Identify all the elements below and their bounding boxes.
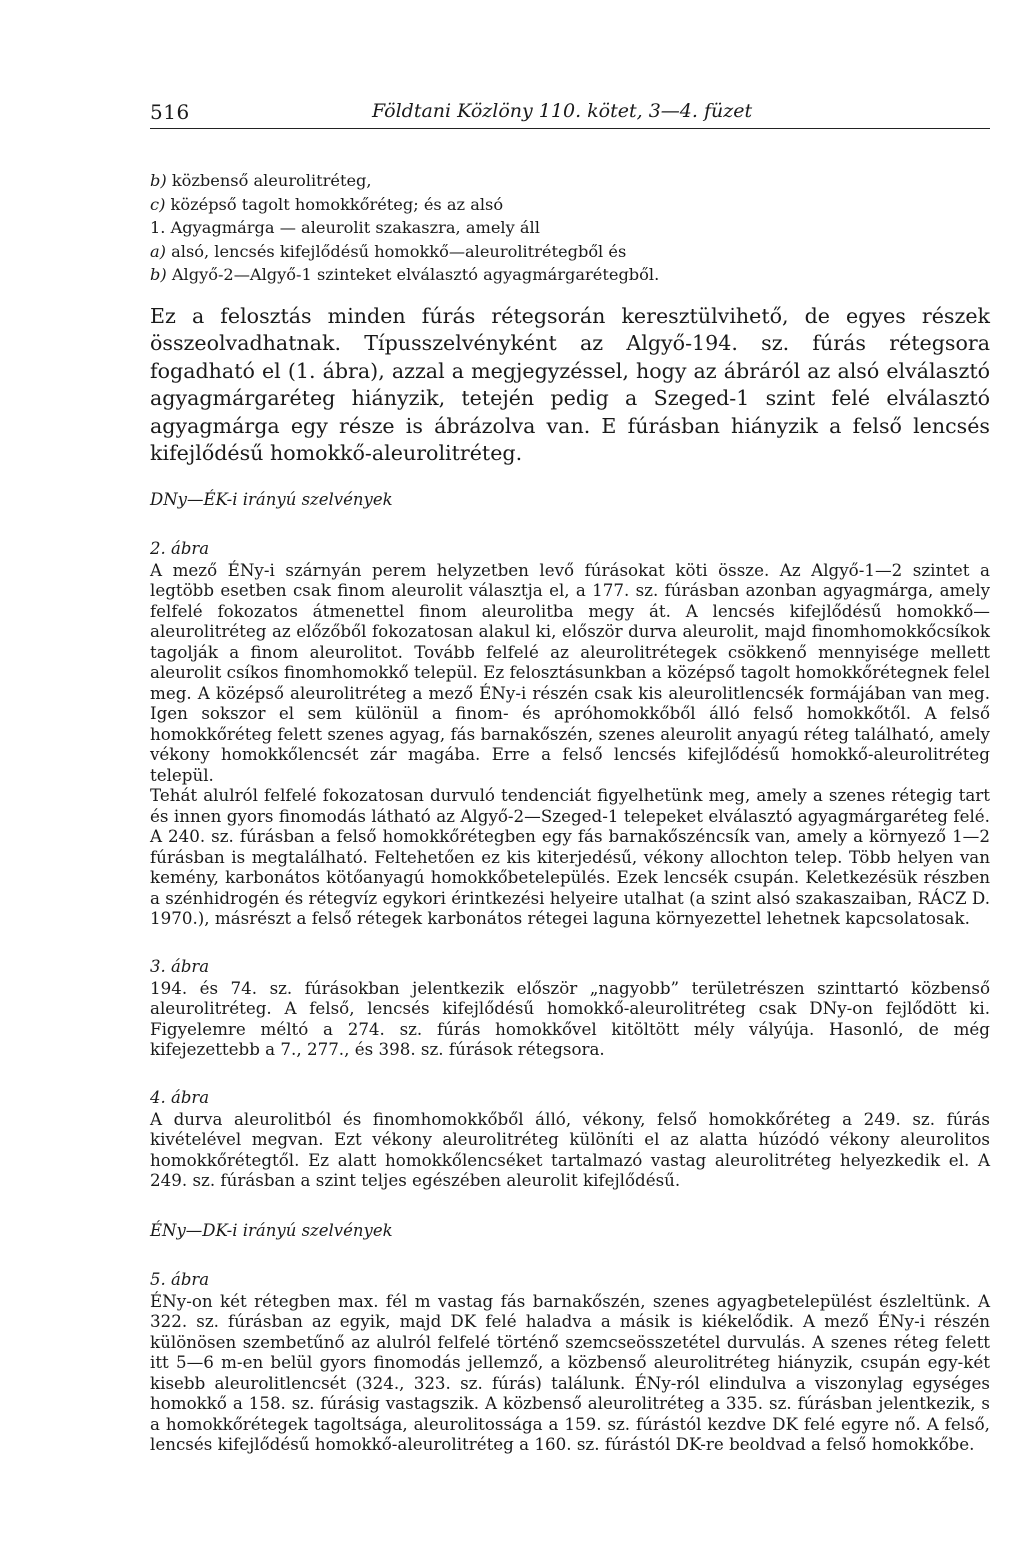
figure-label: 3. ábra bbox=[150, 956, 210, 976]
figure-4-block bbox=[150, 1086, 990, 1191]
running-title: Földtani Közlöny 110. kötet, 3—4. füzet bbox=[372, 100, 753, 122]
list-text: 1. Agyagmárga — aleurolit szakaszra, amely áll bbox=[150, 218, 540, 238]
list-item bbox=[150, 216, 990, 240]
list-text: alsó, lencsés kifejlődésű homokkő—aleurolitrétegből és bbox=[165, 241, 627, 261]
list-text: középső tagolt homokkőréteg; és az alsó bbox=[165, 194, 504, 214]
list-item bbox=[150, 193, 990, 217]
section-title-dny-ek: DNy—ÉK-i irányú szelvények bbox=[150, 489, 393, 509]
figure-3-block bbox=[150, 955, 990, 1060]
page-header bbox=[150, 98, 990, 129]
page-number: 516 bbox=[150, 100, 190, 124]
body-paragraph: A mező ÉNy-i szárnyán perem helyzetben levő fúrásokat köti össze. Az Algyő-1—2 szintet a legtöbb esetben csak finom aleurolit választja el, a 177. sz. fúrásban azonban agyagmárga, amely felfelé fokozatos átmenettel finom aleurolitba megy át. A lencsés kifejlődésű homokkő—aleurolitréteg az előzőből fokozatosan alakul ki, először durva aleurolit, majd finomhomokkőcsíkok tagolják a finom aleurolitot. Tovább felfelé az aleurolitrétegek csökkenő mennyisége mellett aleurolit csíkos finomhomokkő települ. Ez felosztásunkban a középső tagolt homokkőrétegnek felel meg. A középső aleurolitréteg a mező ÉNy-i részén csak kis aleurolitlencsék formájában van meg. Igen sokszor el sem különül a finom- és apróhomokkőből álló felső homokkőtől. A felső homokkőréteg felett szenes agyag, fás barnakőszén, szenes aleurolit anyagú réteg található, amely vékony homokkőlencsét zár magába. Erre a felső lencsés kifejlődésű homokkő-aleurolitréteg települ. bbox=[150, 559, 990, 785]
list-text: Algyő-2—Algyő-1 szinteket elválasztó agyagmárgarétegből. bbox=[166, 265, 660, 285]
list-item bbox=[150, 169, 990, 193]
list-marker: a) bbox=[150, 241, 166, 261]
subdivision-list bbox=[150, 169, 990, 287]
lead-paragraph: Ez a felosztás minden fúrás rétegsorán keresztülvihető, de egyes részek összeolvadhatnak. Típusszelvényként az Algyő-194. sz. fúrás rétegsora fogadható el (1. ábra), azzal a megjegyzéssel, hogy az ábráról az alsó elválasztó agyagmárgaréteg hiányzik, tetején pedig a Szeged-1 szint felé elválasztó agyagmárga egy része is ábrázolva van. E fúrásban hiányzik a felső lencsés kifejlődésű homokkő-aleurolitréteg. bbox=[150, 303, 990, 466]
figure-2-block bbox=[150, 537, 990, 929]
figure-label: 2. ábra bbox=[150, 538, 210, 558]
figure-5-block bbox=[150, 1268, 990, 1455]
body-paragraph: A durva aleurolitból és finomhomokkőből álló, vékony, felső homokkőréteg a 249. sz. fúrás kivételével megvan. Ezt vékony aleurolitréteg különíti el az alatta húzódó vékony aleurolitos homokkőrétegtől. Ez alatt homokkőlencséket tartalmazó vastag aleurolitréteg helyezkedik el. A 249. sz. fúrásban a szint teljes egészében aleurolit kifejlődésű. bbox=[150, 1108, 990, 1191]
list-marker: b) bbox=[150, 171, 167, 190]
figure-label: 4. ábra bbox=[150, 1087, 210, 1107]
list-marker: c) bbox=[150, 194, 166, 214]
list-item bbox=[150, 240, 990, 264]
list-marker: b) bbox=[150, 265, 167, 285]
body-paragraph: 194. és 74. sz. fúrásokban jelentkezik először „nagyobb” területrészen szinttartó közbenső aleurolitréteg. A felső, lencsés kifejlődésű homokkő-aleurolitréteg csak DNy-on fejlődött ki. Figyelemre méltó a 274. sz. fúrás homokkővel kitöltött mély vályúja. Hasonló, de még kifejezettebb a 7., 277., és 398. sz. fúrások rétegsora. bbox=[150, 977, 990, 1060]
list-text: közbenső aleurolitréteg, bbox=[166, 171, 372, 190]
list-item bbox=[150, 263, 990, 287]
section-title-eny-dk: ÉNy—DK-i irányú szelvények bbox=[150, 1220, 393, 1240]
body-paragraph: Tehát alulról felfelé fokozatosan durvuló tendenciát figyelhetünk meg, amely a szenes rétegig tart és innen gyors finomodás látható az Algyő-2—Szeged-1 telepeket elválasztó agyagmárgaréteg felé. A 240. sz. fúrásban a felső homokkőrétegben egy fás barnakőszéncsík van, amely a környező 1—2 fúrásban is megtalálható. Feltehetően ez kis kiterjedésű, vékony allochton telep. Több helyen van kemény, karbonátos kötőanyagú homokkőbetelepülés. Ezek lencsék csupán. Keletkezésük részben a szénhidrogén és rétegvíz egykori érintkezési helyeire utalhat (a szint alsó szakaszaiban, RÁCZ D. 1970.), másrészt a felső rétegek karbonátos rétegei laguna környezettel lehetnek kapcsolatosak. bbox=[150, 785, 990, 929]
page bbox=[150, 98, 990, 1455]
figure-label: 5. ábra bbox=[150, 1269, 210, 1289]
body-paragraph: ÉNy-on két rétegben max. fél m vastag fás barnakőszén, szenes agyagbetelepülést észleltünk. A 322. sz. fúrásban az egyik, majd DK felé haladva a másik is kiékelődik. A mező ÉNy-i részén különösen szembetűnő az alulról felfelé történő szemcseösszetétel durvulás. A szenes réteg felett itt 5—6 m-en belül gyors finomodás jellemző, a közbenső aleurolitréteg hiányzik, csupán egy-két kisebb aleurolitlencsét (324., 323. sz. fúrás) találunk. ÉNy-ról elindulva a viszonylag egységes homokkő a 158. sz. fúrásig vastagszik. A közbenső aleurolitréteg a 335. sz. fúrásban jelentkezik, s a homokkőrétegek tagoltsága, aleurolitossága a 159. sz. fúrástól kezdve DK felé egyre nő. A felső, lencsés kifejlődésű homokkő-aleurolitréteg a 160. sz. fúrástól DK-re beoldvad a felső homokkőbe. bbox=[150, 1290, 990, 1455]
